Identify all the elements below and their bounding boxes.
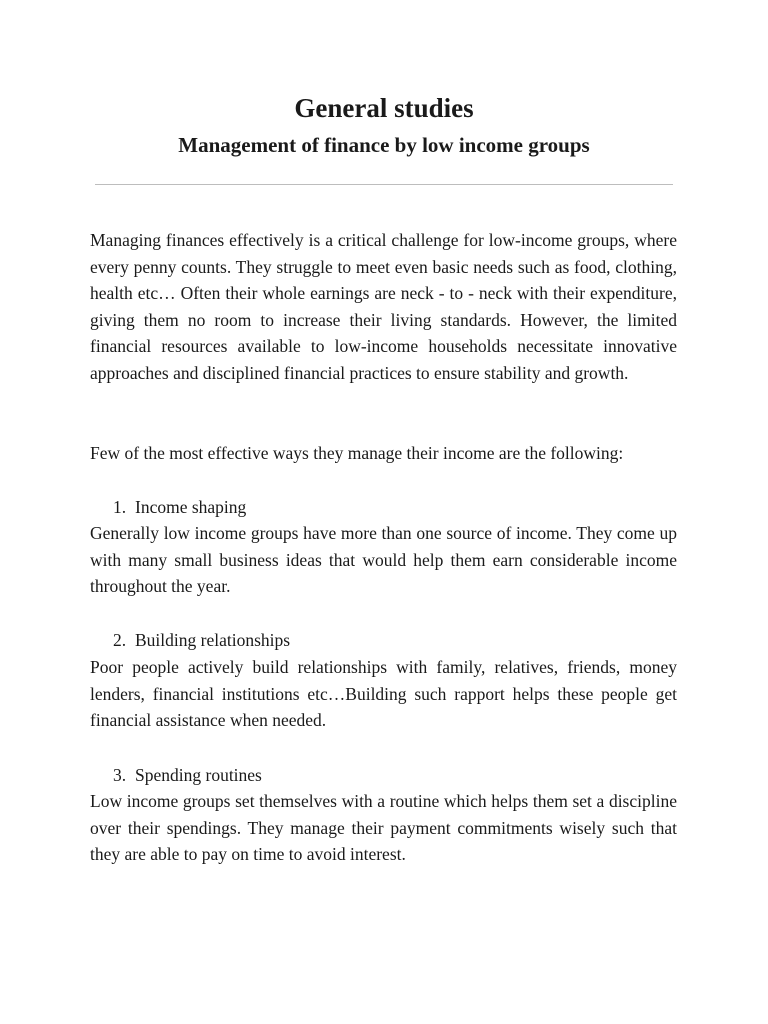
- list-item-number: 1.: [113, 497, 127, 517]
- list-item-description: Poor people actively build relationships with family, relatives, friends, money lenders, financial institutions etc…Building such rapport helps these people get financial assistance when needed.: [90, 657, 677, 731]
- document-subtitle: Management of finance by low income groups: [178, 133, 590, 157]
- list-item-label: Spending routines: [135, 765, 262, 785]
- list-item-label: Income shaping: [135, 497, 247, 517]
- list-item-description: Low income groups set themselves with a routine which helps them set a discipline over their spendings. They manage their payment commitments wisely such that they are able to pay on time to avoid interest.: [90, 791, 677, 865]
- list-item-label: Building relationships: [135, 630, 291, 650]
- list-item-number: 2.: [113, 630, 127, 650]
- intro-paragraph: Managing finances effectively is a critical challenge for low-income groups, where every penny counts. They struggle to meet even basic needs such as food, clothing, health etc… Often their whole earnings are neck - to - neck with their expenditure, giving them no room to increase their living standards. However, the limited financial resources available to low-income households necessitate innovative approaches and disciplined financial practices to ensure stability and growth.: [90, 230, 677, 383]
- document-title: General studies: [294, 93, 474, 123]
- title-divider: [95, 184, 673, 185]
- lead-in-paragraph: Few of the most effective ways they manage their income are the following:: [90, 443, 624, 463]
- list-item-number: 3.: [113, 765, 127, 785]
- list-item-description: Generally low income groups have more than one source of income. They come up with many small business ideas that would help them earn considerable income throughout the year.: [90, 523, 677, 597]
